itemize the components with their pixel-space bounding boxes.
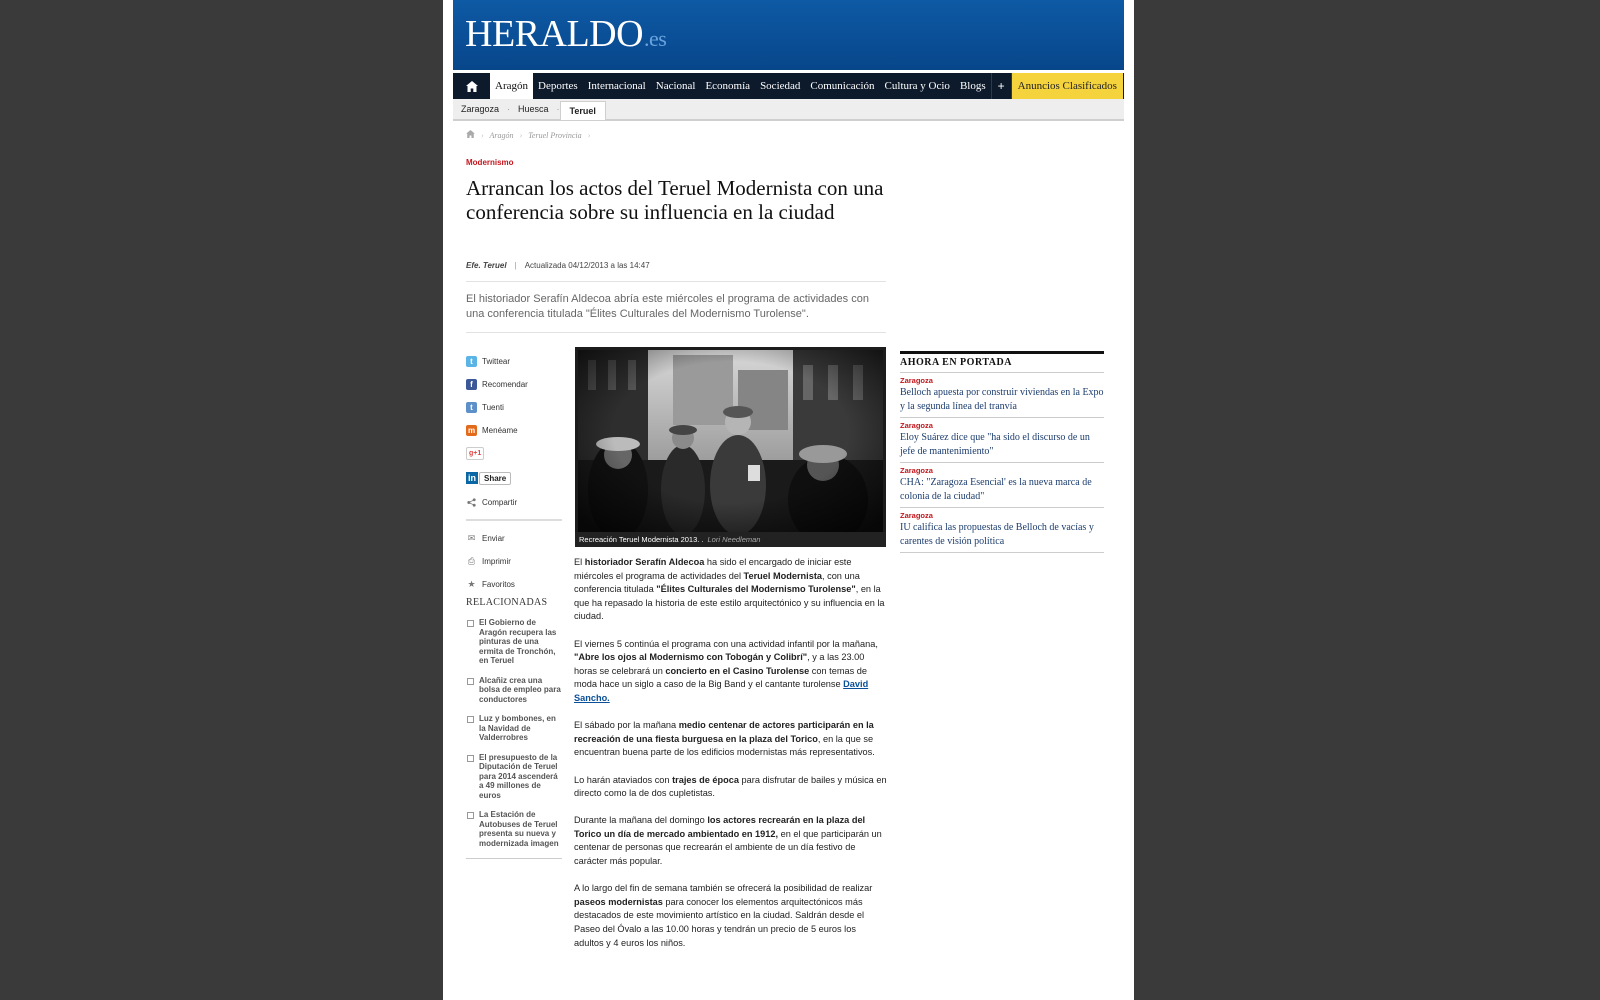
nav-classifieds[interactable]: Anuncios Clasificados bbox=[1012, 73, 1123, 99]
sidebar-story-title[interactable]: IU califica las propuestas de Belloch de vacías y carentes de visión política bbox=[900, 522, 1094, 547]
meneame-icon: m bbox=[467, 426, 476, 435]
divider bbox=[466, 332, 886, 333]
text-run-bold: Teruel Modernista bbox=[743, 570, 822, 581]
subnav-item-teruel[interactable]: Teruel bbox=[560, 101, 606, 120]
breadcrumb-separator: › bbox=[481, 131, 484, 140]
text-run-bold: historiador Serafín Aldecoa bbox=[584, 557, 705, 567]
text-run: , con una conferencia titulada bbox=[574, 570, 860, 595]
subnav-separator: · bbox=[507, 104, 511, 114]
nav-item-blogs[interactable]: Blogs bbox=[959, 80, 986, 92]
logo-suffix: .es bbox=[644, 26, 667, 51]
sidebar-story-category[interactable]: Zaragoza bbox=[900, 376, 933, 385]
nav-item-deportes[interactable]: Deportes bbox=[538, 80, 578, 92]
caption-text: Recreación Teruel Modernista 2013. . bbox=[579, 535, 704, 544]
sidebar-story-title[interactable]: CHA: "Zaragoza Esencial' es la nueva marca de colonia de la ciudad" bbox=[900, 477, 1092, 502]
favorites-button[interactable] bbox=[466, 573, 562, 596]
meneame-share[interactable] bbox=[466, 419, 562, 442]
sidebar-story-title[interactable]: Belloch apuesta por construir viviendas en la Expo y la segunda línea del tranvía bbox=[900, 387, 1104, 412]
text-run: para disfrutar de bailes y música en directo como la de dos cupletistas. bbox=[574, 774, 887, 799]
article-body bbox=[574, 556, 888, 964]
article-lead: El historiador Serafín Aldecoa abría este miércoles el programa de actividades con una conferencia titulada "Élites Culturales del Modernismo Turolense". bbox=[466, 293, 869, 320]
breadcrumb-home-icon[interactable] bbox=[466, 131, 475, 140]
photo-caption bbox=[575, 532, 886, 547]
email-label: Enviar bbox=[482, 534, 505, 543]
related-item[interactable] bbox=[466, 676, 562, 705]
sidebar-story[interactable] bbox=[900, 417, 1104, 462]
article-paragraph bbox=[574, 882, 888, 950]
related-item[interactable] bbox=[466, 753, 562, 801]
printer-icon: ⎙ bbox=[467, 556, 476, 566]
related-item-label: La Estación de Autobuses de Teruel presenta su nueva y modernizada imagen bbox=[479, 810, 559, 848]
text-run: ha sido el encargado de iniciar este miércoles el programa de actividades del bbox=[574, 557, 852, 581]
text-run: , en la que ha repasado la historia de este estilo arquitectónico y su influencia en la ciudad. bbox=[574, 584, 885, 622]
masthead bbox=[453, 0, 1124, 70]
tuenti-label: Tuenti bbox=[482, 403, 504, 412]
breadcrumb-item-aragon[interactable]: Aragón bbox=[489, 131, 514, 140]
article-paragraph bbox=[574, 556, 888, 624]
linkedin-icon: in bbox=[468, 473, 476, 483]
text-run-bold: trajes de época bbox=[672, 774, 739, 785]
article-updated: Actualizada 04/12/2013 a las 14:47 bbox=[524, 261, 650, 270]
twitter-share[interactable] bbox=[466, 350, 562, 373]
photo-credit: Lori Needleman bbox=[707, 535, 761, 544]
google-plus-icon: g+1 bbox=[466, 447, 484, 460]
text-run: en el que participarán un centenar de personas que recrearán el ambiente de un día festivo de carácter más popular. bbox=[574, 828, 882, 867]
sidebar-title: AHORA EN PORTADA bbox=[900, 351, 1104, 372]
related-item[interactable] bbox=[466, 810, 562, 848]
text-run: Lo harán ataviados con bbox=[574, 774, 673, 785]
related-item[interactable] bbox=[466, 714, 562, 743]
text-run-bold: medio centenar de actores participarán en la recreación de una fiesta burguesa en la plaza del Torico bbox=[574, 720, 874, 744]
twitter-icon: t bbox=[466, 356, 477, 367]
divider bbox=[466, 519, 562, 521]
related-item-label: Luz y bombones, en la Navidad de Valderrobres bbox=[479, 714, 556, 742]
tuenti-share[interactable] bbox=[466, 396, 562, 419]
logo-text: HERALDO bbox=[465, 13, 644, 55]
text-run: El viernes 5 continúa el programa con una actividad infantil por la mañana, bbox=[574, 638, 878, 649]
article-paragraph bbox=[574, 774, 888, 801]
byline-separator: | bbox=[514, 261, 517, 270]
text-run: Durante la mañana del domingo bbox=[574, 815, 708, 826]
tuenti-icon: t bbox=[466, 402, 477, 413]
related-title: RELACIONADAS bbox=[466, 597, 548, 608]
envelope-icon: ✉ bbox=[467, 533, 476, 543]
article-photo-image bbox=[578, 350, 883, 533]
email-button[interactable] bbox=[466, 527, 562, 550]
text-run: para conocer los elementos arquitectónicos más destacados de este movimiento artístico en la ciudad. Saldrán desde el Paseo del Óvalo a las 10.00 horas y tendrán un precio de 5 euros los adultos y 4 euros los niños. bbox=[574, 896, 865, 948]
bullet-icon bbox=[467, 678, 474, 685]
compartir-label: Compartir bbox=[482, 498, 518, 507]
text-run-bold: paseos modernistas bbox=[574, 896, 663, 907]
text-run: El bbox=[574, 557, 585, 567]
article-paragraph bbox=[574, 719, 888, 760]
nav-item-comunicacion[interactable]: Comunicación bbox=[810, 80, 875, 92]
related-item-label: El presupuesto de la Diputación de Teruel para 2014 ascenderá a 49 millones de euros bbox=[479, 752, 558, 800]
text-run: El sábado por la mañana bbox=[574, 720, 679, 731]
bullet-icon bbox=[467, 620, 474, 627]
breadcrumb-item-teruel-provincia[interactable]: Teruel Provincia bbox=[528, 131, 582, 140]
article-photo[interactable] bbox=[575, 347, 886, 547]
compartir-share[interactable] bbox=[466, 491, 562, 514]
related-item-label: Alcañiz crea una bolsa de empleo para conductores bbox=[479, 675, 561, 704]
text-run-bold: "Abre los ojos al Modernismo con Tobogán y Colibrí" bbox=[574, 652, 808, 663]
nav-item-aragon[interactable]: Aragón bbox=[490, 73, 533, 99]
text-run: A lo largo del fin de semana también se ofrecerá la posibilidad de realizar bbox=[574, 883, 873, 894]
facebook-icon: f bbox=[466, 379, 477, 390]
gplus-share[interactable] bbox=[466, 442, 562, 465]
text-run-bold: los actores recrearán en la plaza del Torico un día de mercado ambientado en 1912, bbox=[574, 815, 866, 839]
nav-item-economia[interactable]: Economía bbox=[705, 80, 751, 92]
sidebar-story[interactable] bbox=[900, 462, 1104, 507]
sidebar-story[interactable] bbox=[900, 372, 1104, 417]
text-run: , en la que se encuentran buena parte de los edificios modernistas más representativos. bbox=[574, 733, 875, 758]
related-list bbox=[466, 618, 562, 859]
home-icon[interactable] bbox=[453, 73, 490, 99]
share-tools bbox=[466, 350, 562, 596]
article-paragraph bbox=[574, 638, 888, 706]
site-logo[interactable] bbox=[465, 12, 666, 61]
text-run-bold: "Élites Culturales del Modernismo Turolense" bbox=[656, 584, 856, 595]
sidebar-story-category[interactable]: Zaragoza bbox=[900, 466, 933, 475]
breadcrumb bbox=[466, 130, 594, 140]
star-icon: ★ bbox=[467, 579, 476, 589]
nav-item-sociedad[interactable]: Sociedad bbox=[760, 80, 801, 92]
article-source: Efe. Teruel bbox=[466, 261, 507, 270]
article-byline bbox=[466, 261, 650, 270]
article-paragraph bbox=[574, 814, 888, 868]
linkedin-share[interactable] bbox=[466, 465, 562, 491]
breadcrumb-separator: › bbox=[519, 131, 523, 140]
facebook-label: Recomendar bbox=[482, 380, 528, 389]
sidebar-story[interactable] bbox=[900, 507, 1104, 552]
nav-item-internacional[interactable]: Internacional bbox=[587, 80, 646, 92]
breadcrumb-separator: › bbox=[587, 131, 591, 140]
meneame-label: Menéame bbox=[482, 426, 518, 435]
print-label: Imprimir bbox=[482, 557, 511, 566]
print-button[interactable] bbox=[466, 550, 562, 573]
text-run: con temas de moda hace un siglo a caso de la Big Band y el cantante turolense bbox=[574, 665, 867, 690]
bullet-icon bbox=[467, 755, 474, 762]
linkedin-label: Share bbox=[479, 472, 511, 485]
nav-item-cultura-ocio[interactable]: Cultura y Ocio bbox=[884, 80, 950, 92]
main-nav bbox=[453, 73, 1124, 99]
facebook-share[interactable] bbox=[466, 373, 562, 396]
link-david-sancho[interactable]: David Sancho. bbox=[574, 679, 869, 703]
sidebar-story-title[interactable]: Eloy Suárez dice que "ha sido el discurso de un jefe de mantenimiento" bbox=[900, 432, 1090, 457]
text-run: , y a las 23.00 horas se celebrará un bbox=[574, 652, 865, 676]
page bbox=[443, 0, 1134, 1000]
subnav-item-huesca[interactable]: Huesca bbox=[518, 104, 549, 114]
bullet-icon bbox=[467, 716, 474, 723]
nav-more-button[interactable]: + bbox=[991, 73, 1012, 99]
divider bbox=[900, 552, 1104, 553]
sidebar-story-category[interactable]: Zaragoza bbox=[900, 511, 933, 520]
nav-item-nacional[interactable]: Nacional bbox=[655, 80, 696, 92]
related-item[interactable] bbox=[466, 618, 562, 666]
bullet-icon bbox=[467, 812, 474, 819]
twitter-label: Twittear bbox=[482, 357, 511, 366]
favorites-label: Favoritos bbox=[482, 580, 515, 589]
sub-nav bbox=[453, 99, 1124, 121]
subnav-item-zaragoza[interactable]: Zaragoza bbox=[461, 104, 500, 114]
divider bbox=[466, 281, 886, 282]
divider bbox=[466, 858, 562, 859]
related-item-label: El Gobierno de Aragón recupera las pinturas de una ermita de Tronchón, en Teruel bbox=[479, 618, 557, 665]
article-headline: Arrancan los actos del Teruel Modernista con una conferencia sobre su influencia en la ciudad bbox=[466, 176, 884, 224]
subnav-separator: · bbox=[556, 104, 560, 114]
share-icon bbox=[466, 497, 477, 508]
text-run-bold: concierto en el Casino Turolense bbox=[665, 665, 810, 676]
sidebar-story-category[interactable]: Zaragoza bbox=[900, 421, 933, 430]
front-page-sidebar bbox=[900, 351, 1104, 553]
article-category[interactable]: Modernismo bbox=[466, 158, 514, 167]
